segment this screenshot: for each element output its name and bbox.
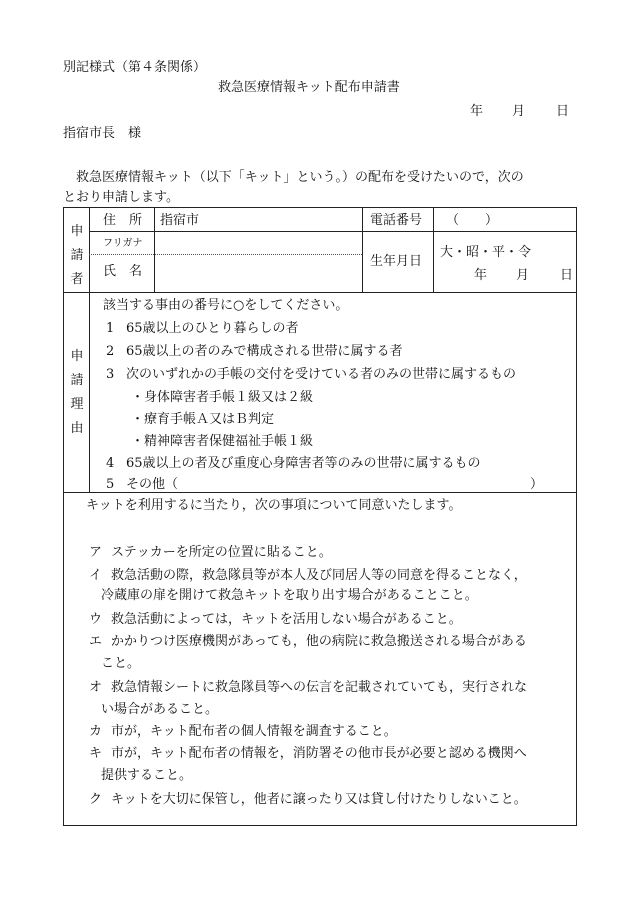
- agreement-item-u-mark: ウ: [89, 612, 103, 627]
- agreement-item-o-text: 救急情報シートに救急隊員等への伝言を記載されていても，実行されな: [111, 680, 528, 695]
- reason-item-1-text: 65歳以上のひとり暮らしの者: [126, 321, 299, 336]
- furigana-label: フリガナ: [103, 238, 143, 249]
- divider-row-address: [89, 231, 576, 232]
- reason-item-2-number[interactable]: 2: [106, 344, 115, 359]
- name-label: 氏 名: [103, 264, 143, 279]
- agreement-item-ka-text: 市が，キット配布者の個人情報を調査すること。: [111, 724, 397, 739]
- agreement-item-ki-mark: キ: [89, 746, 103, 761]
- other-reason-field[interactable]: [196, 477, 526, 493]
- phone-value[interactable]: （ ）: [446, 213, 499, 228]
- reason-item-2-text: 65歳以上の者のみで構成される世帯に属する者: [126, 344, 403, 359]
- divider-label-right: [433, 208, 434, 292]
- agreement-item-i-text-cont: 冷蔵庫の扉を開けて救急キットを取り出す場合があることこと。: [101, 588, 478, 603]
- divider-furigana: [89, 254, 362, 255]
- agreement-item-a-mark: ア: [89, 545, 103, 560]
- form-label: 別記様式（第４条関係）: [63, 60, 207, 75]
- reason-item-4-number[interactable]: 4: [106, 456, 115, 471]
- intro-line-1: 救急医療情報キット（以下「キット」という。）の配布を受けたいので，次の: [76, 170, 524, 185]
- reason-item-4-text: 65歳以上の者及び重度心身障害者等のみの世帯に属するもの: [126, 456, 481, 471]
- agreement-item-e-text-cont: こと。: [101, 656, 141, 671]
- date-month-label: 月: [512, 104, 526, 119]
- agreement-item-i-mark: イ: [89, 568, 103, 583]
- agreement-item-ki-text-cont: 提供すること。: [101, 768, 193, 783]
- agreement-item-u-text: 救急活動によっては，キットを活用しない場合があること。: [111, 612, 462, 627]
- other-reason-close: ）: [530, 477, 544, 492]
- agreement-item-i-text: 救急活動の際，救急隊員等が本人及び同居人等の同意を得ることなく，: [111, 568, 527, 583]
- agreement-item-o-mark: オ: [89, 680, 103, 695]
- agreement-item-o-text-cont: い場合があること。: [101, 702, 219, 717]
- reason-sub-item-2: ・療育手帳Ａ又はＢ判定: [131, 412, 275, 427]
- agreement-item-e-text: かかりつけ医療機関があっても，他の病院に救急搬送される場合がある: [111, 634, 527, 649]
- agreement-item-a-text: ステッカーを所定の位置に貼ること。: [111, 545, 332, 560]
- intro-line-2: とおり申請します。: [63, 190, 179, 205]
- applicant-section-label: 申 請 者: [70, 224, 84, 287]
- addressee: 指宿市長 様: [63, 126, 142, 141]
- date-day-label: 日: [556, 104, 570, 119]
- reason-item-3-text: 次のいずれかの手帳の交付を受けている者のみの世帯に属するもの: [126, 367, 517, 382]
- agreement-item-ka-mark: カ: [89, 724, 103, 739]
- reason-sub-item-3: ・精神障害者保健福祉手帳１級: [131, 434, 314, 449]
- reason-sub-item-1: ・身体障害者手帳１級又は２級: [131, 390, 314, 405]
- address-label: 住 所: [103, 213, 143, 228]
- birthdate-label: 生年月日: [370, 254, 423, 269]
- reason-instruction: 該当する事由の番号に○をしてください。: [103, 298, 349, 313]
- birth-month-label: 月: [516, 268, 530, 283]
- birth-day-label: 日: [560, 268, 574, 283]
- address-value[interactable]: 指宿市: [160, 213, 200, 228]
- furigana-field[interactable]: [154, 234, 360, 246]
- divider-value-right: [362, 208, 363, 292]
- reason-item-1-number[interactable]: 1: [106, 321, 115, 336]
- name-field[interactable]: [154, 256, 360, 286]
- birthdate-eras[interactable]: 大・昭・平・令: [440, 245, 532, 260]
- birth-year-label: 年: [474, 268, 488, 283]
- reason-item-5-number[interactable]: 5: [106, 477, 115, 492]
- reason-section-label: 申 請 理 由: [70, 349, 84, 436]
- page-title: 救急医療情報キット配布申請書: [218, 80, 400, 95]
- reason-item-3-number[interactable]: 3: [106, 367, 115, 382]
- divider-section-label: [89, 208, 90, 492]
- reason-item-5-text: その他（: [126, 477, 179, 492]
- agreement-item-ki-text: 市が，キット配布者の情報を，消防署その他市長が必要と認める機関へ: [111, 746, 527, 761]
- agreement-item-e-mark: エ: [89, 634, 103, 649]
- agreement-item-ku-mark: ク: [89, 792, 103, 807]
- date-year-label: 年: [470, 104, 484, 119]
- phone-label: 電話番号: [370, 213, 423, 228]
- agreement-intro: キットを利用するに当たり，次の事項について同意いたします。: [86, 498, 462, 513]
- divider-applicant-reason: [64, 292, 576, 293]
- agreement-item-ku-text: キットを大切に保管し，他者に譲ったり又は貸し付けたりしないこと。: [111, 792, 527, 807]
